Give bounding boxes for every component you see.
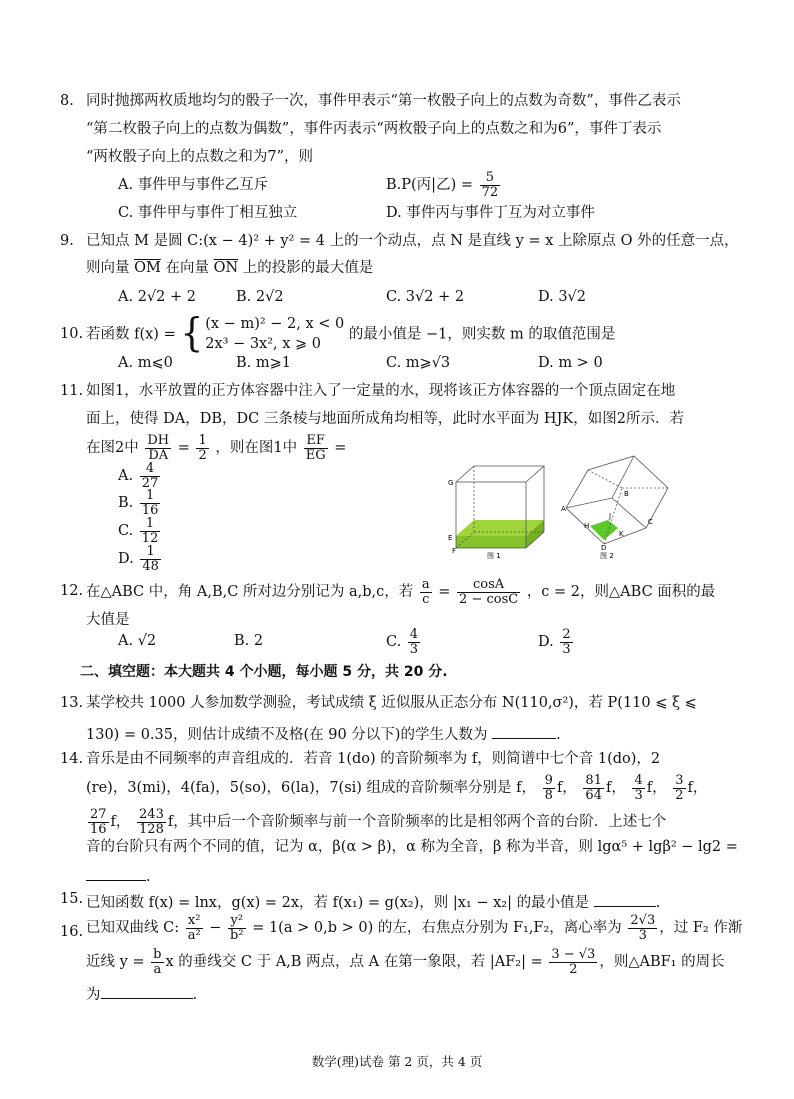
question-text: 面上，使得 DA，DB，DC 三条棱与地面所成角均相等，此时水平面为 HJK，如图2所示．若 <box>86 411 684 427</box>
question-text: 如图1，水平放置的正方体容器中注入了一定量的水，现将该正方体容器的一个顶点固定在地 <box>86 383 676 399</box>
denominator: 2 <box>198 447 207 463</box>
label-a: A <box>561 505 566 513</box>
numerator: 81 <box>585 773 602 788</box>
question-number: 8. <box>60 93 74 109</box>
text: = <box>334 440 347 457</box>
text: = 1(a > 0,b > 0) 的左，右焦点分别为 F₁,F₂，离心率为 <box>252 920 622 937</box>
piecewise-cases <box>205 314 344 355</box>
label-k: K <box>619 530 624 538</box>
question-text <box>86 261 373 276</box>
denominator: a² <box>187 927 201 943</box>
numerator: 1 <box>198 433 207 448</box>
fraction <box>140 517 161 545</box>
text: ，c = 2，则△ABC 面积的最 <box>526 584 716 601</box>
numerator: 9 <box>544 773 553 788</box>
option-letter: D. <box>538 634 554 651</box>
question-text: 大值是 <box>86 612 130 628</box>
question-text: 音乐是由不同频率的声音组成的．若音 1(do) 的音阶频率为 f，则简谱中七个音 1(do)，2 <box>86 751 661 767</box>
option-a[interactable]: A. 2√2 + 2 <box>118 289 196 305</box>
page-footer: 数学(理)试卷 第 2 页，共 4 页 <box>311 1054 483 1069</box>
label-j: J <box>609 512 612 520</box>
water-front <box>456 536 526 548</box>
fraction <box>457 578 520 606</box>
denominator: DA <box>148 447 169 463</box>
text: 已知双曲线 C: <box>86 920 180 937</box>
answer-blank[interactable] <box>101 984 193 999</box>
numerator: 3 − √3 <box>551 947 596 962</box>
question-text <box>86 914 742 942</box>
question-text: 音的台阶只有两个不同的值，记为 α，β(α > β)，α 称为全音，β 称为半音，则 lgα⁵ + lgβ² − lg2 = <box>86 839 738 855</box>
option-b[interactable]: B. 2 <box>234 633 264 649</box>
option-b[interactable] <box>386 171 502 199</box>
fraction <box>228 914 246 942</box>
option-d[interactable]: D. 事件丙与事件丁互为对立事件 <box>386 205 595 221</box>
denominator: a <box>153 961 162 977</box>
denominator: 48 <box>142 558 159 574</box>
question-number: 16. <box>60 924 84 940</box>
water-surface <box>590 520 618 540</box>
text: 若函数 f(x) = <box>86 326 176 343</box>
fraction <box>632 774 644 802</box>
figure-caption: 图 2 <box>600 552 614 560</box>
numerator: 4 <box>409 627 419 642</box>
denominator: 72 <box>481 184 499 200</box>
fraction <box>88 808 109 836</box>
option-b[interactable]: B. 2√2 <box>236 289 284 305</box>
fraction <box>549 948 597 976</box>
fraction <box>560 628 572 656</box>
numerator: 27 <box>90 807 107 822</box>
answer-blank[interactable] <box>594 892 656 907</box>
fraction <box>420 578 432 606</box>
numerator: 2 <box>562 627 571 642</box>
question-text: 同时抛掷两枚质地均匀的骰子一次，事件甲表示“第一枚骰子向上的点数为奇数”，事件乙表示 <box>86 93 681 109</box>
option-b[interactable] <box>118 489 162 517</box>
numerator: 2√3 <box>630 913 656 928</box>
question-text: $\frac{27}{16}$ f， $\frac{243}{128}$ f，其中后一个音阶频率与前一个音阶频率的比是相邻两个音的台阶．上述七个 <box>90 807 667 837</box>
fraction <box>140 462 161 490</box>
option-a[interactable]: A. m⩽0 <box>118 355 173 371</box>
fraction <box>151 948 163 976</box>
question-text <box>86 866 151 885</box>
fraction <box>628 914 657 942</box>
denominator: 2 <box>675 787 684 803</box>
option-d[interactable]: D. 3√2 <box>538 289 587 305</box>
denominator: 64 <box>585 787 602 803</box>
option-d[interactable] <box>118 545 163 573</box>
text: 近线 y = <box>86 954 145 971</box>
denominator: 16 <box>90 821 107 837</box>
label-d: D <box>601 544 607 552</box>
fraction <box>304 434 328 462</box>
option-c[interactable]: C. 事件甲与事件丁相互独立 <box>118 205 298 221</box>
text: . <box>146 869 151 885</box>
text: . <box>556 727 561 743</box>
label-f: F <box>452 547 457 555</box>
denominator: 2 − cosC <box>459 591 519 607</box>
numerator: EF <box>304 434 328 449</box>
numerator: 243 <box>139 807 164 822</box>
option-letter: C. <box>386 634 402 651</box>
fraction <box>140 545 161 573</box>
numerator: 1 <box>140 489 161 504</box>
denominator: 3 <box>409 641 419 657</box>
text: 为 <box>86 987 101 1003</box>
numerator: b <box>153 947 162 962</box>
denominator: 8 <box>544 787 553 803</box>
label-b: B <box>624 490 629 498</box>
figure-1-cube <box>444 456 554 560</box>
question-text <box>86 434 346 462</box>
fraction <box>480 171 501 199</box>
fraction <box>196 434 208 462</box>
fraction <box>583 774 604 802</box>
question-text: 某学校共 1000 人参加数学测验，考试成绩 ξ 近似服从正态分布 N(110,σ²)，若 P(110 ⩽ ξ ⩽ <box>86 695 697 711</box>
numerator: 1 <box>140 517 161 532</box>
fraction <box>673 774 685 802</box>
text: . <box>192 987 198 1003</box>
option-c[interactable] <box>118 517 162 545</box>
fraction <box>140 489 161 517</box>
option-letter: B. <box>118 495 134 512</box>
text: 在图2中 <box>86 440 139 457</box>
numerator: y² <box>228 914 246 929</box>
question-text: (re)，3(mi)，4(fa)，5(so)，6(la)，7(si) 组成的音阶频率分别是 f， $\frac{9}{8}$ f， $\frac{81}{64}$ f， $\frac{4}{3}$ f， $\frac{3}{2}$ f， <box>86 773 708 803</box>
brace: { <box>180 311 204 357</box>
vector-om: $\overline{OM}$ <box>134 260 161 276</box>
text: = <box>438 584 451 601</box>
denominator: 12 <box>141 530 159 546</box>
denominator: EG <box>305 447 326 463</box>
question-text <box>86 311 616 357</box>
question-text <box>86 724 561 743</box>
text: (re)，3(mi)，4(fa)，5(so)，6(la)，7(si) 组成的音阶频率分别是 f， <box>86 780 537 797</box>
text: ，则△ABF₁ 的周长 <box>599 954 725 971</box>
text: 的最小值是 −1，则实数 m 的取值范围是 <box>348 326 616 343</box>
denominator: b² <box>230 927 244 943</box>
option-d[interactable]: D. m > 0 <box>538 355 603 371</box>
text: = <box>177 440 190 457</box>
option-c[interactable] <box>386 628 422 656</box>
cube-edges <box>566 456 668 544</box>
option-text: B.P(丙|乙) = <box>386 177 473 194</box>
text: f，其中后一个音阶频率与前一个音阶频率的比是相邻两个音的台阶．上述七个 <box>167 814 667 831</box>
text: 130) = 0.35，则估计成绩不及格(在 90 分以下)的学生人数为 <box>86 727 488 743</box>
label-g: G <box>448 479 454 487</box>
text: . <box>655 895 661 911</box>
case-1: (x − m)² − 2, x < 0 <box>205 316 345 332</box>
question-text <box>86 892 660 911</box>
question-text: 已知点 M 是圆 C:(x − 4)² + y² = 4 上的一个动点，点 N 是直线 y = x 上除原点 O 外的任意一点， <box>86 233 739 249</box>
denominator: 2 <box>569 961 578 977</box>
question-text <box>86 578 715 606</box>
text: 已知函数 f(x) = lnx，g(x) = 2x，若 f(x₁) = g(x₂)，则 |x₁ − x₂| 的最小值是 <box>86 895 590 911</box>
text: 则向量 <box>86 260 130 276</box>
option-a[interactable]: A. 事件甲与事件乙互斥 <box>118 177 269 193</box>
denominator: 3 <box>562 641 571 657</box>
option-letter: D. <box>118 551 134 568</box>
option-a[interactable]: A. √2 <box>118 633 157 649</box>
vector-on: $\overline{ON}$ <box>213 260 239 276</box>
text: 上的投影的最大值是 <box>242 260 374 276</box>
option-letter: C. <box>118 523 134 540</box>
numerator: 1 <box>140 545 161 560</box>
numerator: a <box>421 577 430 592</box>
question-number: 12. <box>60 583 84 599</box>
label-c: C <box>648 518 653 526</box>
answer-blank[interactable] <box>492 724 556 739</box>
numerator: 5 <box>480 171 501 186</box>
denominator: 3 <box>638 927 647 943</box>
question-number: 9. <box>60 233 74 249</box>
numerator: x² <box>186 914 203 929</box>
denominator: 16 <box>141 502 159 518</box>
question-text <box>86 948 725 976</box>
question-number: 11. <box>60 383 84 399</box>
question-text <box>86 984 197 1003</box>
option-d[interactable] <box>538 628 575 656</box>
fraction <box>145 434 171 462</box>
numerator: 4 <box>140 462 161 477</box>
text: 在向量 <box>165 260 209 276</box>
fraction <box>186 914 203 942</box>
option-b[interactable]: B. m⩾1 <box>236 355 291 371</box>
numerator: cosA <box>457 578 520 593</box>
label-h: H <box>584 522 590 530</box>
fraction <box>543 774 555 802</box>
text: 在△ABC 中，角 A,B,C 所对边分别记为 a,b,c，若 <box>86 584 414 601</box>
fraction <box>137 808 166 836</box>
option-c[interactable]: C. 3√2 + 2 <box>386 289 465 305</box>
question-text: “两枚骰子向上的点数之和为7”，则 <box>86 149 314 165</box>
case-2: 2x³ − 3x², x ⩾ 0 <box>205 336 322 353</box>
text: ，过 F₂ 作渐 <box>659 920 743 937</box>
label-e: E <box>448 534 453 542</box>
question-text: “第二枚骰子向上的点数为偶数”，事件丙表示“两枚骰子向上的点数之和为6”，事件丁表示 <box>86 121 662 137</box>
option-a[interactable] <box>118 462 162 490</box>
denominator: 128 <box>139 821 164 837</box>
fraction <box>408 628 420 656</box>
text: ，则在图1中 <box>215 440 298 457</box>
numerator: 4 <box>634 773 643 788</box>
numerator: DH <box>147 433 170 448</box>
numerator: 3 <box>675 773 684 788</box>
question-number: 15. <box>60 891 84 907</box>
denominator: 3 <box>634 787 643 803</box>
denominator: c <box>422 591 430 607</box>
text: − <box>209 920 222 937</box>
answer-blank[interactable] <box>86 866 146 881</box>
text: x 的垂线交 C 于 A,B 两点，点 A 在第一象限，若 |AF₂| = <box>165 954 543 971</box>
question-number: 13. <box>60 695 84 711</box>
figure-2-tilted-cube <box>562 448 674 558</box>
question-number: 10. <box>60 326 84 342</box>
section-heading: 二、填空题：本大题共 4 个小题，每小题 5 分，共 20 分. <box>80 664 448 680</box>
option-letter: A. <box>118 468 134 485</box>
option-c[interactable]: C. m⩾√3 <box>386 355 451 371</box>
denominator: 27 <box>141 475 159 491</box>
figure-caption: 图 1 <box>487 552 501 560</box>
question-number: 14. <box>60 751 84 767</box>
